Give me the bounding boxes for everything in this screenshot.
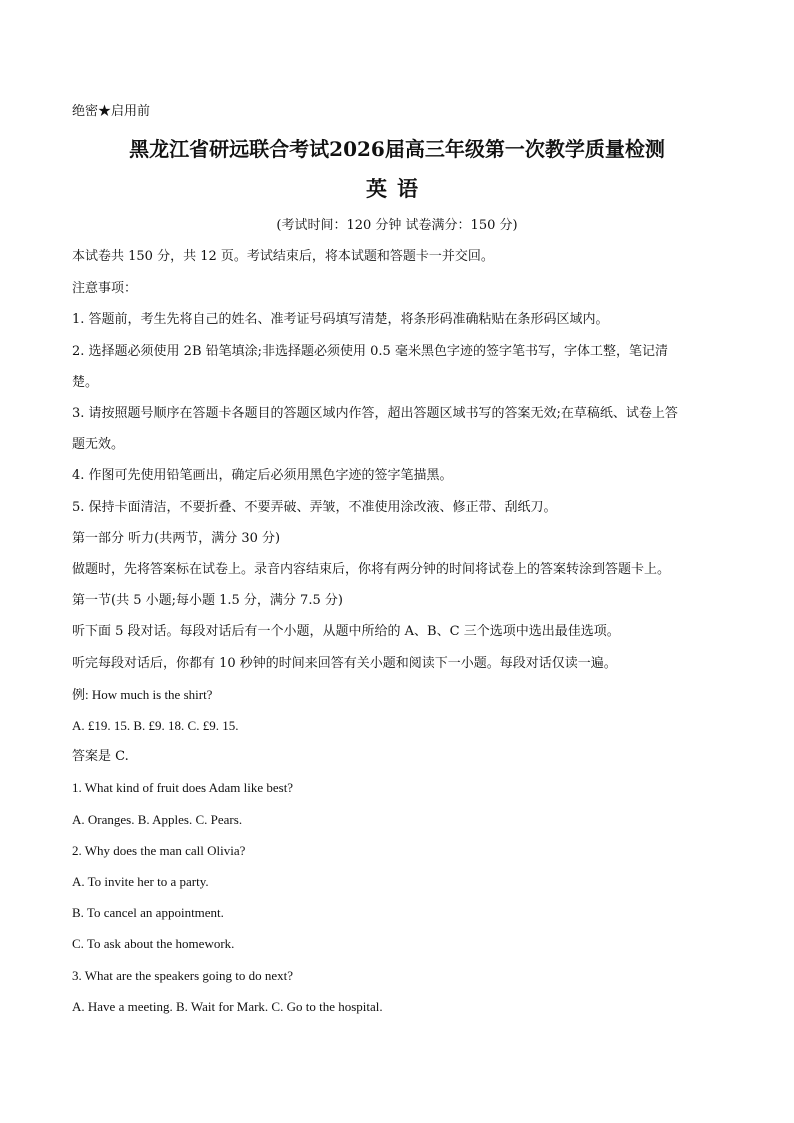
question-2-option-c: C. To ask about the homework. — [72, 936, 235, 951]
note-item: 楚。 — [72, 375, 99, 390]
question-1-options: A. Oranges. B. Apples. C. Pears. — [72, 812, 243, 827]
intro-text: 本试卷共 150 分，共 12 页。考试结束后，将本试题和答题卡一并交回。 — [72, 249, 494, 264]
question-1: 1. What kind of fruit does Adam like best? — [72, 780, 294, 795]
example-question: 例: How much is the shirt? — [72, 687, 213, 702]
section1-instruction: 听下面 5 段对话。每段对话后有一个小题，从题中所给的 A、B、C 三个选项中选出最佳选项。 — [72, 624, 620, 639]
note-item: 3. 请按照题号顺序在答题卡各题目的答题区域内作答，超出答题区域书写的答案无效;在草稿纸、试卷上答 — [72, 406, 678, 421]
note-item: 2. 选择题必须使用 2B 铅笔填涂;非选择题必须使用 0.5 毫米黑色字迹的签字笔书写，字体工整，笔记清 — [72, 344, 668, 359]
question-3: 3. What are the speakers going to do next? — [72, 968, 294, 983]
section1-instruction: 听完每段对话后，你都有 10 秒钟的时间来回答有关小题和阅读下一小题。每段对话仅读一遍。 — [72, 656, 617, 671]
note-item: 题无效。 — [72, 437, 125, 452]
exam-info: (考试时间：120 分钟 试卷满分：150 分) — [276, 218, 518, 233]
part1-heading: 第一部分 听力(共两节，满分 30 分) — [72, 531, 281, 546]
note-item: 1. 答题前，考生先将自己的姓名、准考证号码填写清楚，将条形码准确粘贴在条形码区域内。 — [72, 312, 609, 327]
question-3-options: A. Have a meeting. B. Wait for Mark. C. Go to the hospital. — [72, 999, 383, 1014]
example-options: A. £19. 15. B. £9. 18. C. £9. 15. — [72, 718, 239, 733]
question-2-option-a: A. To invite her to a party. — [72, 874, 209, 889]
question-2-option-b: B. To cancel an appointment. — [72, 905, 224, 920]
example-answer: 答案是 C. — [72, 749, 129, 764]
note-item: 5. 保持卡面清洁，不要折叠、不要弄破、弄皱，不准使用涂改液、修正带、刮纸刀。 — [72, 500, 557, 515]
part1-instruction: 做题时，先将答案标在试卷上。录音内容结束后，你将有两分钟的时间将试卷上的答案转涂到答题卡上。 — [72, 562, 671, 577]
secret-label: 绝密★启用前 — [72, 104, 151, 119]
exam-title: 黑龙江省研远联合考试2026届高三年级第一次教学质量检测 — [129, 137, 665, 161]
note-item: 4. 作图可先使用铅笔画出，确定后必须用黑色字迹的签字笔描黑。 — [72, 468, 453, 483]
notes-heading: 注意事项： — [72, 281, 138, 296]
section1-heading: 第一节(共 5 小题;每小题 1.5 分，满分 7.5 分) — [72, 593, 343, 608]
question-2: 2. Why does the man call Olivia? — [72, 843, 246, 858]
subject-title: 英语 — [366, 176, 428, 201]
